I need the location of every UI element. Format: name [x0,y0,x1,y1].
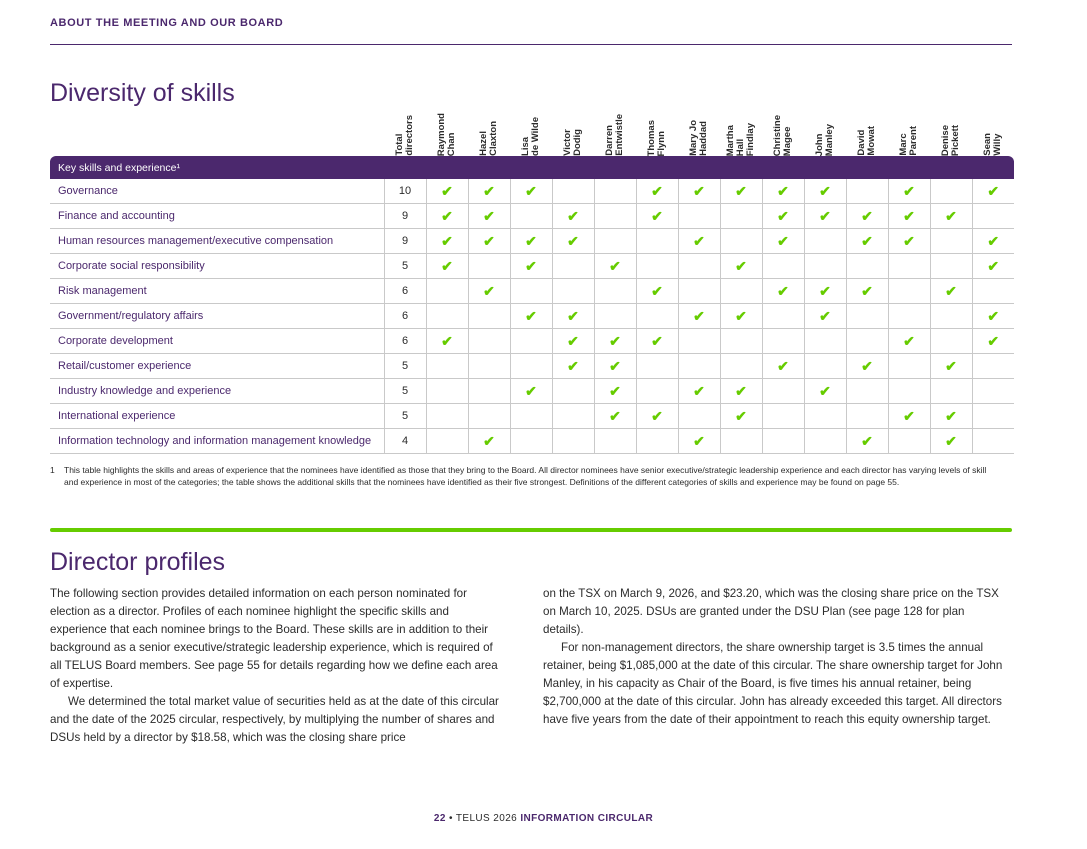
column-header [972,100,1014,156]
check-icon: ✔ [720,304,762,329]
check-icon: ✔ [552,354,594,379]
check-icon: ✔ [468,279,510,304]
check-icon: ✔ [468,204,510,229]
empty-cell [552,279,594,304]
paragraph: The following section provides detailed information on each person nominated for election as a director. Profiles of each nominee highlight the specific skills and experience that each nominee brings to the Board. These skills are in addition to their background as a senior executive/strategic leadership experience, which is required of all TELUS Board members. See page 55 for details regarding how we define each area of expertise. [50,587,498,690]
skill-label: Human resources management/executive compensation [50,229,384,254]
empty-cell [594,229,636,254]
check-icon: ✔ [510,304,552,329]
skill-label: Industry knowledge and experience [50,379,384,404]
empty-cell [762,404,804,429]
empty-cell [930,229,972,254]
check-icon: ✔ [468,229,510,254]
key-skills-bar [50,156,1014,179]
empty-cell [720,354,762,379]
empty-cell [846,379,888,404]
skill-row [50,204,1014,229]
column-header-label: Total directors [394,115,415,156]
column-header [468,100,510,156]
total-directors-count: 6 [384,329,426,354]
bar-cell [552,156,594,179]
column-header-label: Marc Parent [898,126,919,156]
total-directors-count: 5 [384,354,426,379]
empty-cell [930,304,972,329]
empty-cell [678,404,720,429]
skills-footnote [50,464,1000,488]
empty-cell [636,379,678,404]
empty-cell [720,429,762,454]
empty-cell [888,279,930,304]
column-header [762,100,804,156]
column-header [552,100,594,156]
check-icon: ✔ [720,254,762,279]
check-icon: ✔ [594,379,636,404]
empty-cell [678,279,720,304]
check-icon: ✔ [930,279,972,304]
column-header [636,100,678,156]
bar-cell [510,156,552,179]
check-icon: ✔ [762,229,804,254]
empty-cell [804,254,846,279]
empty-cell [552,429,594,454]
empty-cell [762,304,804,329]
check-icon: ✔ [552,229,594,254]
empty-cell [804,429,846,454]
empty-cell [636,304,678,329]
total-directors-count: 6 [384,304,426,329]
column-header [888,100,930,156]
empty-cell [678,354,720,379]
empty-cell [972,354,1014,379]
empty-cell [720,329,762,354]
empty-cell [930,179,972,204]
empty-cell [804,229,846,254]
bar-cell [762,156,804,179]
profiles-right-column [543,585,1003,729]
skill-row [50,354,1014,379]
paragraph: For non-management directors, the share ownership target is 3.5 times the annual retainer, being $1,085,000 at the date of this circular. The share ownership target for John Manley, in his capacity as Chair of the Board, is five times his annual retainer, being $2,700,000 at the date of this circular. John has already exceeded this target. All directors have five years from the date of their appointment to reach this equity ownership target. [543,641,1003,726]
empty-cell [762,429,804,454]
paragraph: on the TSX on March 9, 2026, and $23.20, which was the closing share price on the TSX on March 10, 2025. DSUs are granted under the DSU Plan (see page 128 for plan details). [543,587,999,636]
empty-cell [468,379,510,404]
check-icon: ✔ [804,379,846,404]
check-icon: ✔ [636,279,678,304]
empty-cell [594,304,636,329]
empty-cell [426,429,468,454]
column-header-label: Victor Dodig [562,129,583,156]
key-skills-label: Key skills and experience¹ [50,156,384,179]
empty-cell [930,254,972,279]
check-icon: ✔ [888,204,930,229]
empty-cell [678,204,720,229]
empty-cell [888,354,930,379]
check-icon: ✔ [426,329,468,354]
total-directors-count: 4 [384,429,426,454]
empty-cell [846,404,888,429]
footnote-number: 1 [50,465,55,475]
empty-cell [468,304,510,329]
check-icon: ✔ [846,279,888,304]
check-icon: ✔ [930,404,972,429]
section-header: ABOUT THE MEETING AND OUR BOARD [50,17,284,29]
empty-cell [426,304,468,329]
column-header [678,100,720,156]
empty-cell [720,279,762,304]
empty-cell [846,179,888,204]
bar-cell [888,156,930,179]
skill-row [50,329,1014,354]
empty-cell [888,304,930,329]
skill-label: Governance [50,179,384,204]
check-icon: ✔ [468,429,510,454]
skill-label: Corporate development [50,329,384,354]
empty-cell [804,354,846,379]
bar-cell [720,156,762,179]
check-icon: ✔ [426,229,468,254]
column-header [426,100,468,156]
total-directors-count: 9 [384,204,426,229]
empty-cell [972,379,1014,404]
check-icon: ✔ [762,179,804,204]
column-header-label: Sean Willy [982,133,1003,156]
bar-cell [678,156,720,179]
empty-cell [762,254,804,279]
bar-cell [930,156,972,179]
check-icon: ✔ [972,229,1014,254]
empty-cell [972,404,1014,429]
check-icon: ✔ [888,179,930,204]
empty-cell [930,379,972,404]
check-icon: ✔ [594,329,636,354]
check-icon: ✔ [426,204,468,229]
column-header-label: Thomas Flynn [646,119,667,156]
empty-cell [594,204,636,229]
empty-cell [846,304,888,329]
skill-row [50,429,1014,454]
check-icon: ✔ [972,304,1014,329]
skill-label: Finance and accounting [50,204,384,229]
skill-row [50,279,1014,304]
check-icon: ✔ [426,179,468,204]
skill-row [50,404,1014,429]
skill-row [50,254,1014,279]
empty-cell [678,254,720,279]
column-header [384,100,426,156]
check-icon: ✔ [594,254,636,279]
check-icon: ✔ [930,354,972,379]
check-icon: ✔ [552,329,594,354]
bar-cell [468,156,510,179]
column-header [594,100,636,156]
column-header-label: Lisa de Wilde [520,117,541,156]
empty-cell [510,329,552,354]
empty-cell [510,354,552,379]
column-header-label: Darren Entwistle [604,114,625,156]
empty-cell [636,354,678,379]
check-icon: ✔ [930,429,972,454]
empty-cell [972,279,1014,304]
empty-cell [888,429,930,454]
skill-row [50,304,1014,329]
check-icon: ✔ [636,179,678,204]
empty-cell [678,329,720,354]
column-header [720,100,762,156]
column-header [510,100,552,156]
skill-label: Retail/customer experience [50,354,384,379]
empty-cell [510,279,552,304]
bar-cell [972,156,1014,179]
empty-cell [594,429,636,454]
total-directors-count: 9 [384,229,426,254]
empty-cell [594,279,636,304]
column-header-label: Mary Jo Haddad [688,120,709,156]
check-icon: ✔ [762,279,804,304]
check-icon: ✔ [930,204,972,229]
check-icon: ✔ [636,329,678,354]
check-icon: ✔ [804,179,846,204]
check-icon: ✔ [636,204,678,229]
bar-cell [636,156,678,179]
check-icon: ✔ [720,404,762,429]
empty-cell [468,354,510,379]
empty-cell [762,329,804,354]
empty-cell [762,379,804,404]
footer-doc-title: INFORMATION CIRCULAR [520,813,654,824]
check-icon: ✔ [594,354,636,379]
footer-org: TELUS 2026 [455,813,521,824]
check-icon: ✔ [510,254,552,279]
skill-label: Government/regulatory affairs [50,304,384,329]
total-directors-count: 5 [384,379,426,404]
empty-cell [552,404,594,429]
check-icon: ✔ [888,404,930,429]
bar-cell [594,156,636,179]
check-icon: ✔ [678,304,720,329]
check-icon: ✔ [552,304,594,329]
check-icon: ✔ [720,379,762,404]
check-icon: ✔ [678,379,720,404]
empty-cell [846,254,888,279]
column-header-label: Hazel Claxton [478,121,499,156]
check-icon: ✔ [468,179,510,204]
bar-cell [384,156,426,179]
empty-cell [930,329,972,354]
bar-cell [846,156,888,179]
total-directors-count: 5 [384,404,426,429]
check-icon: ✔ [678,229,720,254]
check-icon: ✔ [678,429,720,454]
check-icon: ✔ [510,379,552,404]
column-header-label: Raymond Chan [436,112,457,156]
section-divider [50,528,1012,532]
empty-cell [468,254,510,279]
header-divider [50,44,1012,45]
empty-cell [594,179,636,204]
skill-label: Corporate social responsibility [50,254,384,279]
check-icon: ✔ [846,429,888,454]
profiles-title: Director profiles [50,548,226,576]
empty-cell [426,379,468,404]
empty-cell [636,229,678,254]
skill-label: Risk management [50,279,384,304]
skills-matrix-table [50,100,1014,454]
check-icon: ✔ [510,229,552,254]
check-icon: ✔ [972,254,1014,279]
check-icon: ✔ [636,404,678,429]
check-icon: ✔ [888,229,930,254]
skills-title: Diversity of skills [50,79,235,107]
empty-cell [426,354,468,379]
check-icon: ✔ [804,204,846,229]
check-icon: ✔ [552,204,594,229]
page-number: 22 [433,813,446,824]
skill-row [50,379,1014,404]
skill-row [50,229,1014,254]
check-icon: ✔ [804,304,846,329]
column-header-row [50,100,1014,156]
column-header-label: John Manley [814,123,835,156]
check-icon: ✔ [426,254,468,279]
check-icon: ✔ [510,179,552,204]
empty-cell [552,179,594,204]
check-icon: ✔ [846,204,888,229]
empty-cell [636,254,678,279]
column-header-label: Martha Hall Findlay [725,122,756,156]
profiles-left-column [50,585,504,747]
empty-cell [888,379,930,404]
column-header [804,100,846,156]
column-header-label: Christine Magee [772,114,793,156]
empty-cell [846,329,888,354]
total-directors-count: 5 [384,254,426,279]
header-spacer [50,100,384,156]
footer-separator: • [445,813,456,824]
skill-row [50,179,1014,204]
column-header [846,100,888,156]
column-header-label: Denise Pickett [940,124,961,156]
check-icon: ✔ [846,229,888,254]
check-icon: ✔ [972,179,1014,204]
check-icon: ✔ [720,179,762,204]
total-directors-count: 6 [384,279,426,304]
paragraph: We determined the total market value of securities held as at the date of this circular and the date of the 2025 circular, respectively, by multiplying the number of shares and DSUs held by a director by $18.58, which was the closing share price [50,695,499,744]
empty-cell [510,404,552,429]
empty-cell [720,204,762,229]
check-icon: ✔ [594,404,636,429]
check-icon: ✔ [678,179,720,204]
check-icon: ✔ [804,279,846,304]
bar-cell [426,156,468,179]
skill-label: Information technology and information management knowledge [50,429,384,454]
footnote-text: This table highlights the skills and areas of experience that the nominees have identified as those that they bring to the Board. All director nominees have senior executive/strategic leadership experience and each director has varying levels of skill and experience in most of the categories; the table shows the additional skills that the nominees have identified as their five strongest. Definitions of the different categories of skills and experience may be found on page 55. [64,465,987,487]
empty-cell [804,404,846,429]
empty-cell [426,404,468,429]
empty-cell [888,254,930,279]
empty-cell [510,429,552,454]
check-icon: ✔ [762,354,804,379]
check-icon: ✔ [888,329,930,354]
total-directors-count: 10 [384,179,426,204]
empty-cell [468,329,510,354]
empty-cell [552,254,594,279]
empty-cell [552,379,594,404]
empty-cell [426,279,468,304]
check-icon: ✔ [846,354,888,379]
empty-cell [510,204,552,229]
check-icon: ✔ [972,329,1014,354]
empty-cell [972,429,1014,454]
empty-cell [720,229,762,254]
empty-cell [804,329,846,354]
page-footer [0,813,1087,824]
empty-cell [468,404,510,429]
bar-cell [804,156,846,179]
column-header-label: David Mowat [856,126,877,156]
empty-cell [636,429,678,454]
column-header [930,100,972,156]
skill-label: International experience [50,404,384,429]
check-icon: ✔ [762,204,804,229]
empty-cell [972,204,1014,229]
